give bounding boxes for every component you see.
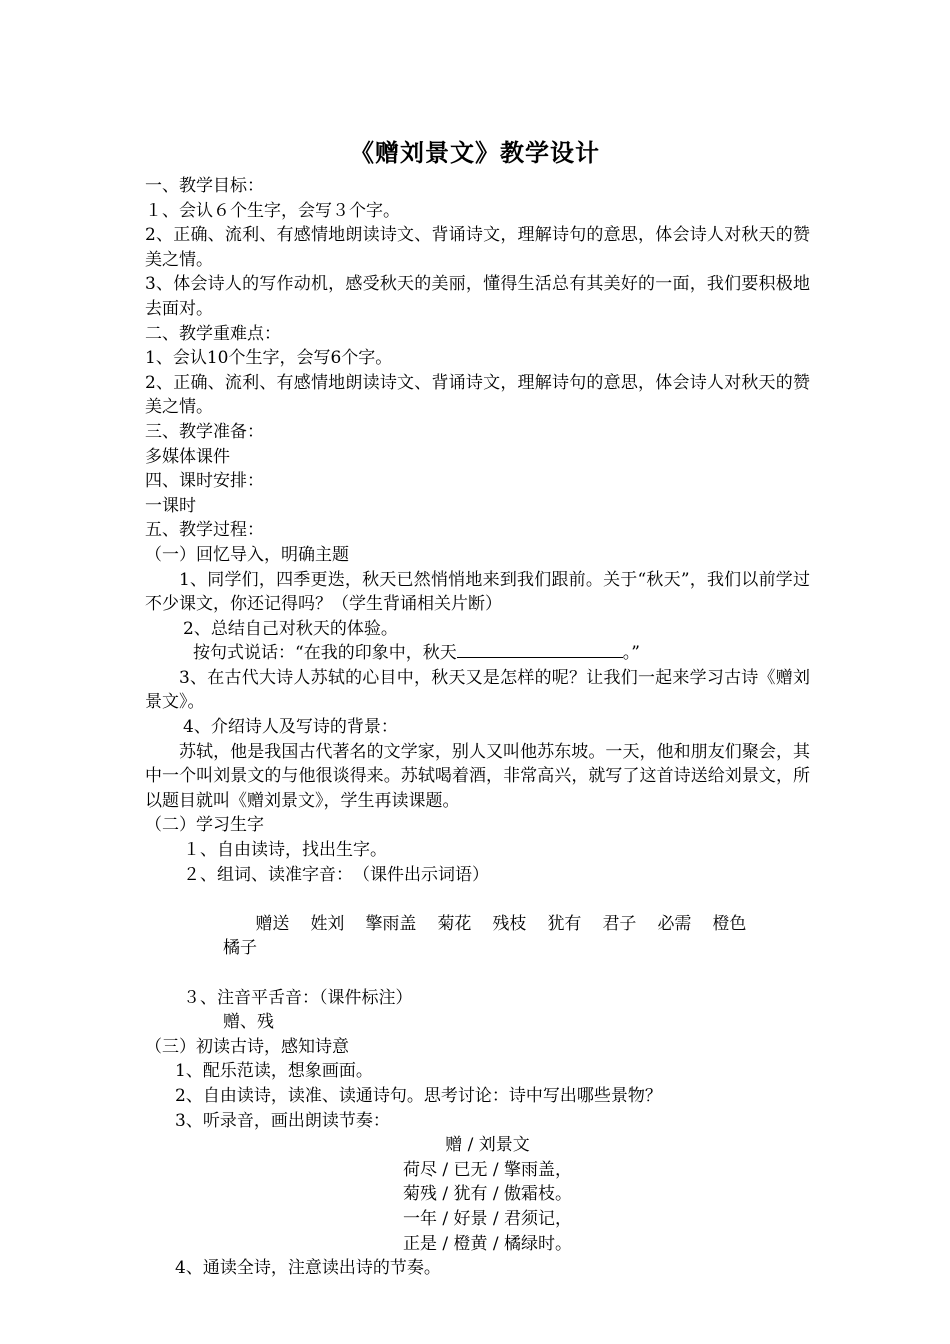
vocab-word: 橘子	[223, 938, 257, 959]
paragraph: 苏轼，他是我国古代著名的文学家，别人又叫他苏东坡。一天，他和朋友们聚会，其中一个叫刘景文的与他很谈得来。苏轼喝着酒，非常高兴，就写了这首诗送给刘景文，所以题目就叫《赠刘景文》，学生再读课题。	[145, 741, 810, 811]
document-body	[145, 174, 810, 1281]
vocab-word: 赠送	[255, 913, 290, 934]
step-item: 4、通读全诗，注意读出诗的节奏。	[175, 1258, 441, 1279]
vocab-word: 姓刘	[310, 913, 345, 934]
poem-title: 赠 / 刘景文	[445, 1135, 530, 1156]
poem-line: 菊残 / 犹有 / 傲霜枝。	[402, 1184, 573, 1205]
goal-item: １、会认６个生字，会写３个字。	[145, 200, 400, 221]
subsection-heading: （三）初读古诗，感知诗意	[145, 1036, 349, 1057]
vocab-word: 犹有	[547, 913, 582, 934]
subsection-heading: （一）回忆导入，明确主题	[145, 544, 349, 565]
flat-tongue-words: 赠、残	[223, 1012, 274, 1033]
step-item: ３、注音平舌音：（课件标注）	[183, 987, 413, 1008]
schedule-text: 一课时	[145, 495, 196, 516]
vocab-word: 君子	[602, 913, 637, 934]
sentence-pattern-start: 按句式说话：“在我的印象中，秋天	[193, 643, 457, 664]
poem-line: 一年 / 好景 / 君须记，	[402, 1208, 573, 1229]
goal-item: 2、正确、流利、有感情地朗读诗文、背诵诗文，理解诗句的意思，体会诗人对秋天的赞美之情。	[145, 225, 810, 270]
fill-in-blank	[457, 643, 623, 658]
step-item: 1、配乐范读，想象画面。	[175, 1061, 373, 1082]
section-heading-prep: 三、教学准备：	[145, 421, 264, 442]
poem-block	[145, 1133, 810, 1256]
sentence-pattern	[145, 641, 810, 666]
paragraph: 3、在古代大诗人苏轼的心目中，秋天又是怎样的呢？让我们一起来学习古诗《赠刘景文》。	[145, 667, 810, 713]
prep-text: 多媒体课件	[145, 446, 230, 467]
vocabulary-list	[145, 887, 810, 985]
section-heading-schedule: 四、课时安排：	[145, 471, 264, 492]
vocab-word: 残枝	[492, 913, 527, 934]
keypoint-item: 1、会认10个生字，会写6个字。	[145, 348, 393, 369]
paragraph: 4、介绍诗人及写诗的背景：	[183, 717, 398, 738]
document-title: 《赠刘景文》教学设计	[350, 139, 600, 167]
section-heading-keypoints: 二、教学重难点：	[145, 323, 281, 344]
step-item: 3、听录音，画出朗读节奏：	[175, 1110, 390, 1131]
step-item: 2、自由读诗，读准、读通诗句。思考讨论：诗中写出哪些景物？	[175, 1085, 662, 1106]
vocab-word: 菊花	[437, 913, 472, 934]
paragraph: 1、同学们，四季更迭，秋天已然悄悄地来到我们跟前。关于“秋天”，我们以前学过不少课文，你还记得吗？（学生背诵相关片断）	[145, 569, 810, 615]
paragraph: 2、总结自己对秋天的体验。	[183, 618, 398, 639]
poem-line: 正是 / 橙黄 / 橘绿时。	[402, 1233, 573, 1254]
sentence-pattern-end: 。”	[622, 643, 640, 664]
vocab-word: 必需	[657, 913, 692, 934]
section-heading-process: 五、教学过程：	[145, 520, 264, 541]
step-item: １、自由读诗，找出生字。	[183, 840, 387, 861]
poem-line: 荷尽 / 已无 / 擎雨盖，	[402, 1159, 573, 1180]
step-item: ２、组词、读准字音： （课件出示词语）	[183, 864, 489, 885]
goal-item: 3、体会诗人的写作动机，感受秋天的美丽，懂得生活总有其美好的一面，我们要积极地去面对。	[145, 274, 810, 319]
subsection-heading: （二）学习生字	[145, 815, 264, 836]
vocab-word: 擎雨盖	[365, 913, 417, 934]
section-heading-goals: 一、教学目标：	[145, 176, 264, 196]
keypoint-item: 2、正确、流利、有感情地朗读诗文、背诵诗文，理解诗句的意思，体会诗人对秋天的赞美之情。	[145, 372, 810, 418]
vocab-word: 橙色	[712, 913, 747, 934]
